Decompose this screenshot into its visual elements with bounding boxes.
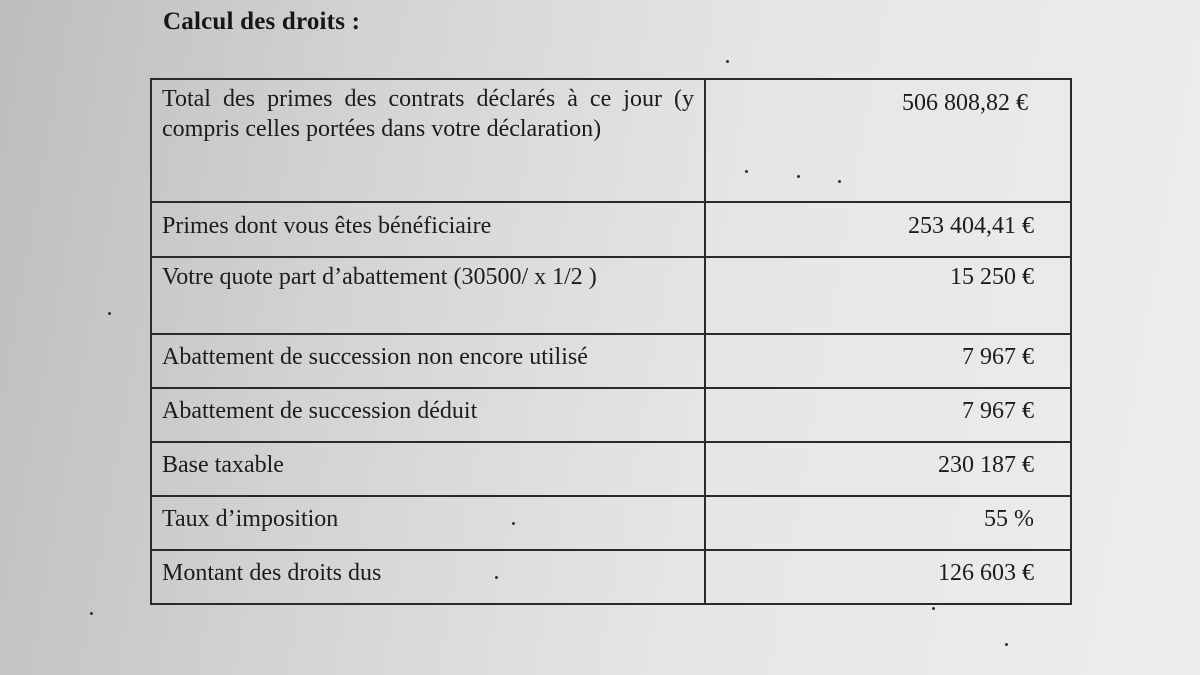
- row-value: 55 %: [705, 496, 1071, 550]
- paper-speck: [1005, 643, 1008, 646]
- row-label: Abattement de succession non encore utilisé: [151, 334, 705, 388]
- row-value: 126 603 €: [705, 550, 1071, 604]
- row-value: 230 187 €: [705, 442, 1071, 496]
- paper-speck: [745, 170, 748, 173]
- table-row: [151, 442, 1071, 496]
- row-label: Taux d’imposition: [151, 496, 705, 550]
- table-row: [151, 334, 1071, 388]
- row-value: 7 967 €: [705, 388, 1071, 442]
- paper-speck: [512, 522, 515, 525]
- row-value: 506 808,82 €: [705, 79, 1071, 202]
- table-row: [151, 550, 1071, 604]
- table-row: [151, 257, 1071, 334]
- row-label: Montant des droits dus: [151, 550, 705, 604]
- table-row: [151, 79, 1071, 202]
- row-label: Total des primes des contrats déclarés à ce jour (y compris celles portées dans votre déclaration): [151, 79, 705, 202]
- row-value: 15 250 €: [705, 257, 1071, 334]
- table-row: [151, 496, 1071, 550]
- paper-speck: [90, 612, 93, 615]
- row-value: 7 967 €: [705, 334, 1071, 388]
- row-label: Votre quote part d’abattement (30500/ x 1/2 ): [151, 257, 705, 334]
- table-row: [151, 202, 1071, 257]
- table-row: [151, 388, 1071, 442]
- paper-speck: [932, 607, 935, 610]
- row-label: Abattement de succession déduit: [151, 388, 705, 442]
- row-value: 253 404,41 €: [705, 202, 1071, 257]
- paper-speck: [797, 175, 800, 178]
- paper-speck: [726, 60, 729, 63]
- paper-speck: [838, 180, 841, 183]
- section-heading: Calcul des droits :: [163, 8, 361, 35]
- row-label: Base taxable: [151, 442, 705, 496]
- duties-calculation-table: [150, 78, 1072, 605]
- paper-speck: [108, 312, 111, 315]
- paper-speck: [495, 576, 498, 579]
- row-label: Primes dont vous êtes bénéficiaire: [151, 202, 705, 257]
